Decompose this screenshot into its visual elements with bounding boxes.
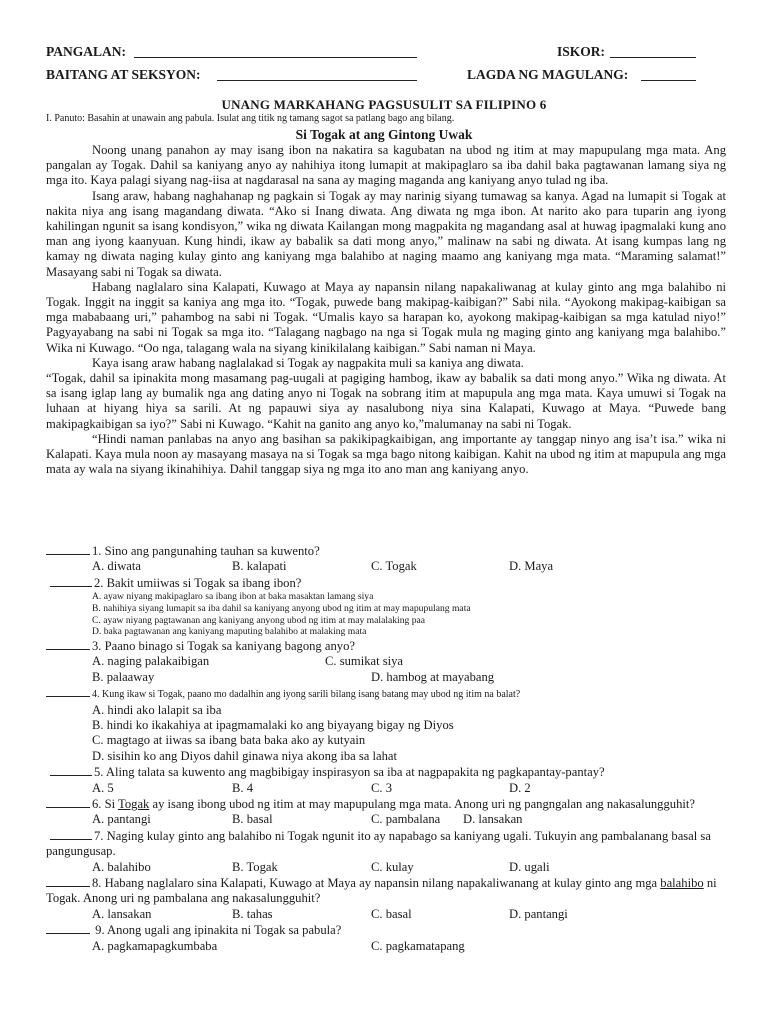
question-text-start: 8. Habang naglalaro sina Kalapati, Kuwago at Maya ay napansin nilang napakaliwanang at kulay ginto ang mga bbox=[92, 876, 661, 891]
parent-signature-label: LAGDA NG MAGULANG: bbox=[467, 67, 629, 82]
question-3 bbox=[46, 638, 726, 685]
name-field[interactable] bbox=[134, 57, 417, 58]
choice: C. sumikat siya bbox=[325, 654, 404, 669]
choice: C. pambalana bbox=[371, 812, 441, 827]
exam-title: UNANG MARKAHANG PAGSUSULIT SA FILIPINO 6 bbox=[221, 97, 547, 112]
question-1 bbox=[46, 543, 726, 575]
answer-blank[interactable] bbox=[46, 875, 90, 887]
choice: D. 2 bbox=[509, 780, 531, 795]
choices bbox=[92, 907, 726, 922]
story-paragraph: “Togak, dahil sa ipinakita mong masamang pag-uugali at pagiging hambog, ikaw ay babalik sa dati mong anyo.” Wika ng diwata. At sa isang iglap lang ay bumalik nga ang dating anyo ni Togak na sobrang itim at mapupula ang mga mata. Kaya umuwi si Togak na luhaan at hiyang hiya sa sarili. At ng papauwi siya ay nasalubong niya sina Kalapati, Kuwago at Maya. “Puwede bang makipagkaibigan sa iyo?” Sabi ni Kuwago. “Kahit na ganito ang anyo ko,”malumanay na sabi ni Togak. bbox=[46, 371, 726, 431]
choice: A. balahibo bbox=[92, 859, 151, 874]
name-label: PANGALAN: bbox=[46, 44, 126, 59]
story-title: Si Togak at ang Gintong Uwak bbox=[295, 127, 473, 142]
choice: D. baka pagtawanan ang kaniyang maputing balahibo at malaking mata bbox=[92, 626, 367, 638]
question-6 bbox=[46, 796, 726, 828]
answer-blank[interactable] bbox=[50, 764, 92, 776]
answer-blank[interactable] bbox=[46, 922, 90, 934]
choice: C. ayaw niyang pagtawanan ang kaniyang anyong ubod ng itim at may malalaking paa bbox=[92, 614, 426, 626]
choice: C. magtago at iiwas sa ibang bata baka ako ay kutyain bbox=[92, 733, 366, 748]
grade-section-field[interactable] bbox=[217, 80, 417, 81]
question-text: 1. Sino ang pangunahing tauhan sa kuwento? bbox=[92, 544, 320, 558]
parent-signature-field[interactable] bbox=[641, 80, 696, 81]
question-2 bbox=[46, 575, 726, 638]
answer-blank[interactable] bbox=[50, 575, 92, 587]
story-paragraph: Noong unang panahon ay may isang ibon na nakatira sa kagubatan na ubod ng itim at may mapupulang mga mata. Ang pangalan ay Togak. Dahil sa kaniyang anyo ay nahihiya itong lumapit at makipaglaro sa iba dahil baka pagtawanan lamang siya ng mga ito. Kaya palagi siyang nag-iisa at nagdarasal na sana ay maging maganda ang kaniyang anyo tulad ng iba. bbox=[46, 143, 726, 188]
choices bbox=[92, 812, 726, 827]
choice: B. tahas bbox=[232, 906, 273, 921]
question-text: 9. Anong ugali ang ipinakita ni Togak sa pabula? bbox=[92, 923, 342, 938]
choice: B. kalapati bbox=[232, 559, 287, 574]
score-field[interactable] bbox=[610, 57, 696, 58]
choice: B. basal bbox=[232, 812, 273, 827]
question-8 bbox=[46, 875, 726, 922]
grade-section-label: BAITANG AT SEKSYON: bbox=[46, 67, 201, 82]
choice: A. 5 bbox=[92, 780, 114, 795]
questions bbox=[46, 543, 726, 954]
choice: D. sisihin ko ang Diyos dahil ginawa niya akong iba sa lahat bbox=[92, 748, 397, 763]
score-label: ISKOR: bbox=[557, 44, 606, 59]
question-7 bbox=[46, 828, 726, 875]
choices bbox=[92, 559, 726, 574]
story-paragraph: Kaya isang araw habang naglalakad si Togak ay nagpakita muli sa kaniya ang diwata. bbox=[92, 355, 524, 370]
choice: C. Togak bbox=[371, 559, 417, 574]
instructions: I. Panuto: Basahin at unawain ang pabula. Isulat ang titik ng tamang sagot sa patlang bago ang bilang. bbox=[46, 113, 455, 124]
answer-blank[interactable] bbox=[46, 796, 90, 808]
question-text: 7. Naging kulay ginto ang balahibo ni Togak ngunit ito ay napabago sa kaniyang ugali. Tukuyin ang pambalanang basal sa pangungusap. bbox=[46, 828, 711, 859]
question-text-end: ay isang ibong ubod ng itim at may mapupulang mga mata. Anong uri ng pangngalan ang nakasalungguhit? bbox=[149, 797, 695, 812]
question-text: 4. Kung ikaw si Togak, paano mo dadalhin ang iyong sarili bilang isang batang may ubod ng itim na balat? bbox=[92, 689, 521, 701]
choice: D. lansakan bbox=[463, 812, 523, 827]
choice: A. ayaw niyang makipaglaro sa ibang ibon at baka masaktan lamang siya bbox=[92, 591, 374, 603]
answer-blank[interactable] bbox=[46, 685, 90, 697]
choice: B. hindi ko ikakahiya at ipagmamalaki ko ang biyayang bigay ng Diyos bbox=[92, 718, 454, 733]
underlined-word: Togak bbox=[118, 797, 150, 812]
choice: D. Maya bbox=[509, 559, 554, 574]
choice: B. Togak bbox=[232, 859, 278, 874]
choice: C. basal bbox=[371, 906, 412, 921]
answer-blank[interactable] bbox=[46, 638, 90, 650]
story-paragraph: Habang naglalaro sina Kalapati, Kuwago at Maya ay napansin nilang napakaliwanag at kulay ginto ang mga balahibo ni Togak. Inggit na inggit sa kaniya ang mga ito. “Togak, puwede bang makipag-kaibigan?” Sabi nila. “Ayokong makipag-kaibigan sa mga mababaang uri,” pahambog na sabi ni Togak. “Umalis kayo sa harapan ko, ayokong makipag-kaibigan sa mga katulad niyo!” Pagyayabang na sabi ni Togak sa mga ito. “Talagang nagbago na nga si Togak mula ng maging ginto ang kaniyang mga balahibo.” Wika ni Kuwago. “Oo nga, talagang wala na siyang kinikilalang kaibigan.” Sabi naman ni Maya. bbox=[46, 279, 726, 355]
choice: C. kulay bbox=[371, 859, 414, 874]
answer-blank[interactable] bbox=[50, 828, 92, 840]
choice: A. diwata bbox=[92, 559, 141, 574]
question-text: 3. Paano binago si Togak sa kaniyang bagong anyo? bbox=[92, 639, 355, 654]
question-5 bbox=[46, 764, 726, 796]
choice: D. pantangi bbox=[509, 906, 568, 921]
choice: A. pagkamapagkumbaba bbox=[92, 938, 218, 953]
choices bbox=[92, 781, 726, 796]
choice: C. 3 bbox=[371, 780, 392, 795]
question-text: 2. Bakit umiiwas si Togak sa ibang ibon? bbox=[94, 575, 302, 590]
choices bbox=[92, 939, 726, 954]
question-text-end: ni Togak. Anong uri ng pambalana ang nakasalungguhit? bbox=[46, 876, 717, 906]
choice: D. ugali bbox=[509, 859, 550, 874]
question-9 bbox=[46, 922, 726, 954]
choice: D. hambog at mayabang bbox=[371, 669, 495, 684]
choice: A. pantangi bbox=[92, 812, 151, 827]
choice: A. lansakan bbox=[92, 906, 152, 921]
story-paragraph: “Hindi naman panlabas na anyo ang basihan sa pakikipagkaibigan, ang importante ay tanggap ninyo ang isa’t isa.” wika ni Kalapati. Kaya mula noon ay masayang masaya na si Togak sa mga bago nitong kaibigan. Kahit na ubod ng itim at mapupula ang mga mata ay wala na siyang ikinahihiya. Dahil tanggap siya ng mga ito ano man ang kaniyang anyo. bbox=[46, 431, 726, 477]
question-4 bbox=[46, 685, 726, 764]
story-body bbox=[46, 143, 726, 477]
choices bbox=[92, 670, 726, 685]
answer-blank[interactable] bbox=[46, 543, 90, 555]
story-paragraph: Isang araw, habang naghahanap ng pagkain si Togak ay may narinig siyang tumawag sa kanya. Agad na lumapit si Togak at nakita niya ang isang magandang diwata. “Ako si Inang diwata. Ang diwata ng mga ibon. At narito ako para tuparin ang iyong kahilingan ngunit sa isang kondisyon,” wika ng diwata Kailangan mong magpakita ng magandang asal at huwag ipagmalaki kung ano man ang iyong kaanyuan. Kung hindi, ikaw ay babalik sa dati mong anyo,” malinaw na sabi ng diwata. At isang kumpas lang ng kamay ng diwata naging kulay ginto ang kaniyang mga balahibo at naging maamo ang kaniyang mga mata. “Maraming salamat!” Masayang sabi ni Togak sa diwata. bbox=[46, 188, 726, 279]
choices bbox=[92, 860, 726, 875]
question-text: 5. Aling talata sa kuwento ang magbibigay inspirasyon sa iba at nagpapakita ng pagkapantay-pantay? bbox=[94, 765, 605, 780]
choice: C. pagkamatapang bbox=[371, 938, 465, 953]
choice: A. naging palakaibigan bbox=[92, 654, 210, 669]
choice: B. palaaway bbox=[92, 669, 155, 684]
choice: B. nahihiya siyang lumapit sa iba dahil sa kaniyang anyong ubod ng itim at may mapupulang mata bbox=[92, 602, 471, 614]
choice: A. hindi ako lalapit sa iba bbox=[92, 702, 222, 717]
choices bbox=[92, 654, 726, 669]
choice: B. 4 bbox=[232, 780, 253, 795]
underlined-word: balahibo bbox=[660, 876, 704, 891]
question-text-start: 6. Si bbox=[92, 797, 119, 812]
